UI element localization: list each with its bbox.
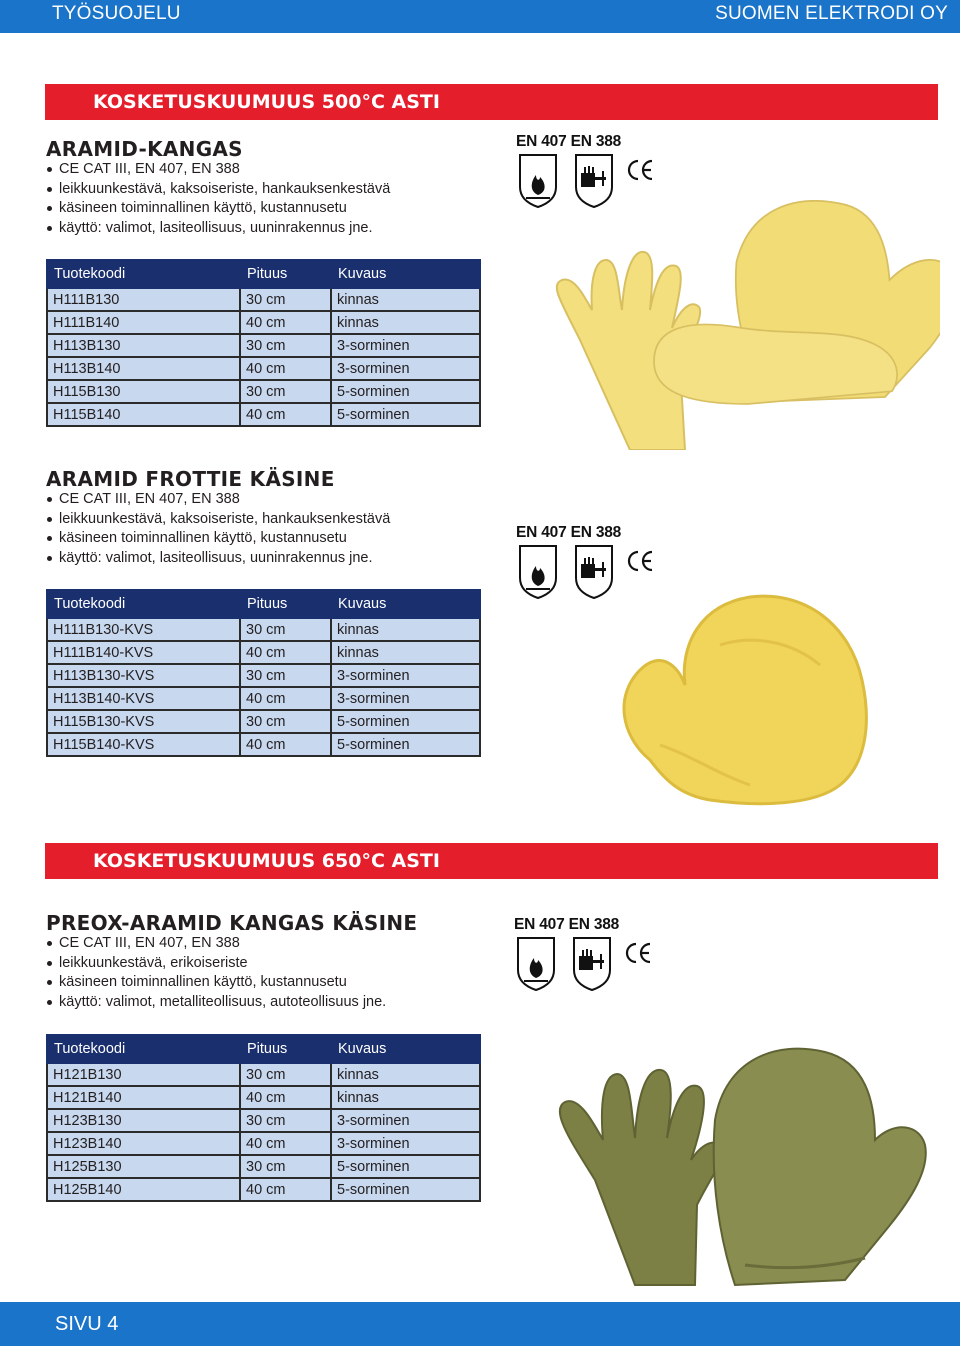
cell-length: 30 cm [240,618,331,641]
cell-code: H111B130 [47,288,240,311]
cell-description: kinnas [331,1086,480,1109]
certification-block [516,133,656,209]
product-title: PREOX-ARAMID KANGAS KÄSINE [46,911,418,935]
cell-code: H115B140-KVS [47,733,240,756]
cell-description: 3-sorminen [331,687,480,710]
table-row [47,710,480,733]
cell-length: 30 cm [240,1063,331,1086]
cell-description: kinnas [331,618,480,641]
cell-length: 30 cm [240,664,331,687]
product-table [46,1034,481,1202]
cell-description: 5-sorminen [331,380,480,403]
cell-code: H111B130-KVS [47,618,240,641]
feature-list [46,490,390,568]
feature-list [46,160,390,238]
page-number: SIVU 4 [55,1313,119,1335]
header-left-title: TYÖSUOJELU [52,3,181,24]
product-image-frottie-mitten [600,585,900,815]
header-code: Tuotekoodi [47,590,240,618]
temperature-band-650: KOSKETUSKUUMUUS 650°C ASTI [45,843,938,879]
header-bar [0,0,960,33]
cell-length: 40 cm [240,687,331,710]
table-row [47,1155,480,1178]
cell-code: H113B130-KVS [47,664,240,687]
ce-mark-icon [629,161,652,179]
header-description: Kuvaus [331,590,480,618]
flame-shield-icon [520,546,556,598]
header-right-company: SUOMEN ELEKTRODI OY [715,3,948,24]
cell-description: kinnas [331,641,480,664]
table-row [47,1063,480,1086]
feature-list [46,934,386,1012]
cell-code: H111B140-KVS [47,641,240,664]
cell-code: H125B130 [47,1155,240,1178]
cell-description: 5-sorminen [331,403,480,426]
cell-code: H113B140 [47,357,240,380]
cell-length: 30 cm [240,334,331,357]
header-length: Pituus [240,260,331,288]
header-description: Kuvaus [331,1035,480,1063]
table-row [47,687,480,710]
cell-code: H115B140 [47,403,240,426]
cell-length: 40 cm [240,1178,331,1201]
table-header-row [47,1035,480,1063]
table-row [47,664,480,687]
cell-description: 3-sorminen [331,357,480,380]
cell-description: 5-sorminen [331,1178,480,1201]
cell-description: kinnas [331,1063,480,1086]
ce-mark-icon [629,552,652,570]
product-image-preox-gloves [545,1030,935,1290]
mitten-glove [714,1049,926,1285]
cell-code: H111B140 [47,311,240,334]
cell-code: H113B140-KVS [47,687,240,710]
cell-length: 30 cm [240,380,331,403]
cell-code: H123B130 [47,1109,240,1132]
header-code: Tuotekoodi [47,260,240,288]
table-row [47,334,480,357]
feature-item: käsineen toiminnallinen käyttö, kustannusetu [46,529,390,549]
glove-shield-icon [574,938,610,990]
certification-block [514,916,654,992]
flame-shield-icon [518,938,554,990]
cell-length: 40 cm [240,1132,331,1155]
table-row [47,288,480,311]
cell-description: 5-sorminen [331,1155,480,1178]
certification-text: EN 407 EN 388 [516,133,622,150]
header-code: Tuotekoodi [47,1035,240,1063]
certification-text: EN 407 EN 388 [516,524,622,541]
feature-item: leikkuunkestävä, kaksoiseriste, hankauksenkestävä [46,180,390,200]
feature-item: CE CAT III, EN 407, EN 388 [46,490,390,510]
feature-item: käyttö: valimot, metalliteollisuus, autoteollisuus jne. [46,993,386,1013]
cell-length: 30 cm [240,710,331,733]
cell-length: 40 cm [240,311,331,334]
table-header-row [47,590,480,618]
temperature-band-500: KOSKETUSKUUMUUS 500°C ASTI [45,84,938,120]
cell-code: H115B130 [47,380,240,403]
cell-description: 3-sorminen [331,1132,480,1155]
cell-length: 40 cm [240,641,331,664]
table-header-row [47,260,480,288]
table-row [47,311,480,334]
header-length: Pituus [240,1035,331,1063]
product-table [46,259,481,427]
table-row [47,1109,480,1132]
header-length: Pituus [240,590,331,618]
feature-item: leikkuunkestävä, kaksoiseriste, hankauksenkestävä [46,510,390,530]
cell-code: H121B130 [47,1063,240,1086]
table-row [47,1086,480,1109]
table-row [47,733,480,756]
cell-code: H121B140 [47,1086,240,1109]
five-finger-glove [560,1070,723,1285]
cell-code: H123B140 [47,1132,240,1155]
table-row [47,380,480,403]
table-row [47,641,480,664]
cell-length: 40 cm [240,357,331,380]
ce-mark-icon [627,944,650,962]
cell-length: 30 cm [240,288,331,311]
cell-description: 5-sorminen [331,733,480,756]
table-row [47,357,480,380]
cell-description: 5-sorminen [331,710,480,733]
cell-description: 3-sorminen [331,664,480,687]
cell-code: H113B130 [47,334,240,357]
certification-text: EN 407 EN 388 [514,916,620,933]
cell-description: kinnas [331,311,480,334]
feature-item: käyttö: valimot, lasiteollisuus, uuninrakennus jne. [46,219,390,239]
certification-icons [514,934,654,992]
cell-length: 40 cm [240,1086,331,1109]
feature-item: CE CAT III, EN 407, EN 388 [46,160,390,180]
cell-length: 30 cm [240,1109,331,1132]
feature-item: CE CAT III, EN 407, EN 388 [46,934,386,954]
cell-length: 40 cm [240,403,331,426]
mitten-glove [654,201,940,404]
cell-description: 3-sorminen [331,334,480,357]
table-row [47,403,480,426]
cell-length: 30 cm [240,1155,331,1178]
header-description: Kuvaus [331,260,480,288]
footer-bar [0,1302,960,1346]
feature-item: käsineen toiminnallinen käyttö, kustannusetu [46,199,390,219]
table-row [47,618,480,641]
cell-description: 3-sorminen [331,1109,480,1132]
table-row [47,1132,480,1155]
cell-length: 40 cm [240,733,331,756]
feature-item: käyttö: valimot, lasiteollisuus, uuninrakennus jne. [46,549,390,569]
cell-description: kinnas [331,288,480,311]
cell-code: H115B130-KVS [47,710,240,733]
cell-code: H125B140 [47,1178,240,1201]
feature-item: käsineen toiminnallinen käyttö, kustannusetu [46,973,386,993]
product-title: ARAMID FROTTIE KÄSINE [46,467,335,491]
table-row [47,1178,480,1201]
product-table [46,589,481,757]
product-title: ARAMID-KANGAS [46,137,243,161]
feature-item: leikkuunkestävä, erikoiseriste [46,954,386,974]
product-image-aramid-gloves [540,200,940,450]
terry-mitten [624,596,866,804]
